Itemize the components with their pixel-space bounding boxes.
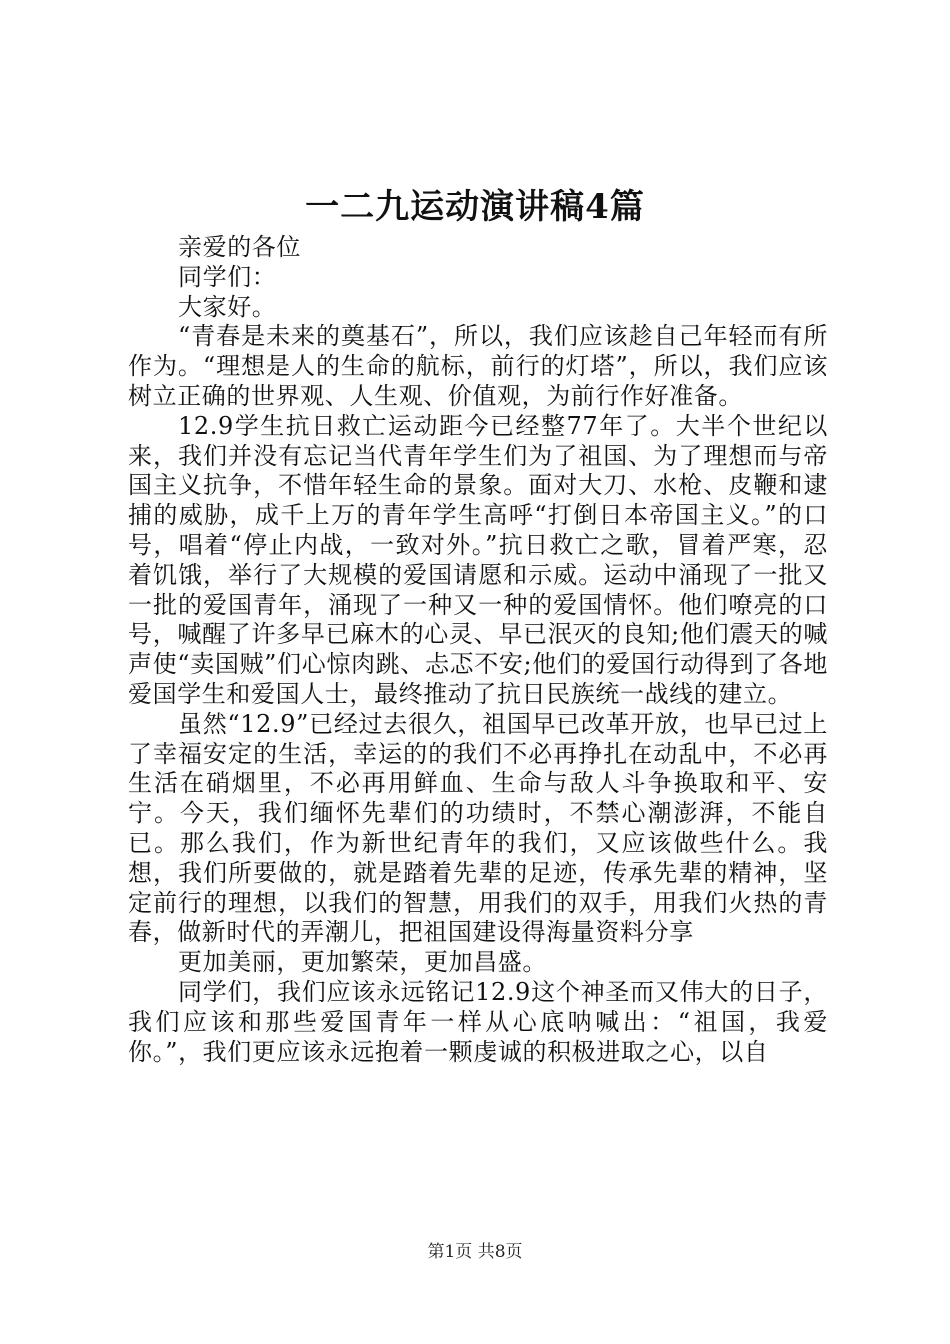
body-paragraph: 更加美丽，更加繁荣，更加昌盛。 — [178, 948, 547, 977]
body-paragraph: “青春是未来的奠基石”，所以，我们应该趁自己年轻而有所作为。“理想是人的生命的航标，前行的灯塔”，所以，我们应该树立正确的世界观、人生观、价值观，为前行作好准备。 — [128, 322, 828, 410]
body-paragraph: 同学们，我们应该永远铭记12.9这个神圣而又伟大的日子，我们应该和那些爱国青年一样从心底呐喊出：“祖国，我爱你。”，我们更应该永远抱着一颗虔诚的积极进取之心，以自 — [128, 977, 828, 1066]
page-footer: 第1页 共8页 — [427, 1242, 523, 1262]
salutation-line: 亲爱的各位 — [178, 233, 301, 261]
document-title: 一二九运动演讲稿4篇 — [305, 187, 645, 227]
body-paragraph: 12.9学生抗日救亡运动距今已经整77年了。大半个世纪以来，我们并没有忘记当代青年学生们为了祖国、为了理想而与帝国主义抗争，不惜年轻生命的景象。面对大刀、水枪、皮鞭和逮捕的威胁，成千上万的青年学生高呼“打倒日本帝国主义。”的口号，唱着“停止内战，一致对外。”抗日救亡之歌，冒着严寒，忍着饥饿，举行了大规模的爱国请愿和示威。运动中涌现了一批又一批的爱国青年，涌现了一种又一种的爱国情怀。他们嘹亮的口号，喊醒了许多早已麻木的心灵、早已泯灭的良知;他们震天的喊声使“卖国贼”们心惊肉跳、忐忑不安;他们的爱国行动得到了各地爱国学生和爱国人士，最终推动了抗日民族统一战线的建立。 — [128, 411, 828, 708]
greeting-line: 大家好。 — [178, 292, 277, 321]
salutation-line: 同学们： — [178, 262, 277, 291]
body-paragraph: 虽然“12.9”已经过去很久，祖国早已改革开放，也早已过上了幸福安定的生活，幸运的的我们不必再挣扎在动乱中，不必再生活在硝烟里，不必再用鲜血、生命与敌人斗争换取和平、安宁。今天，我们缅怀先辈们的功绩时，不禁心潮澎湃，不能自已。那么我们，作为新世纪青年的我们，又应该做些什么。我想，我们所要做的，就是踏着先辈的足迹，传承先辈的精神，坚定前行的理想，以我们的智慧，用我们的双手，用我们火热的青春，做新时代的弄潮儿，把祖国建设得海量资料分享 — [128, 709, 828, 947]
document-body — [128, 233, 828, 1067]
